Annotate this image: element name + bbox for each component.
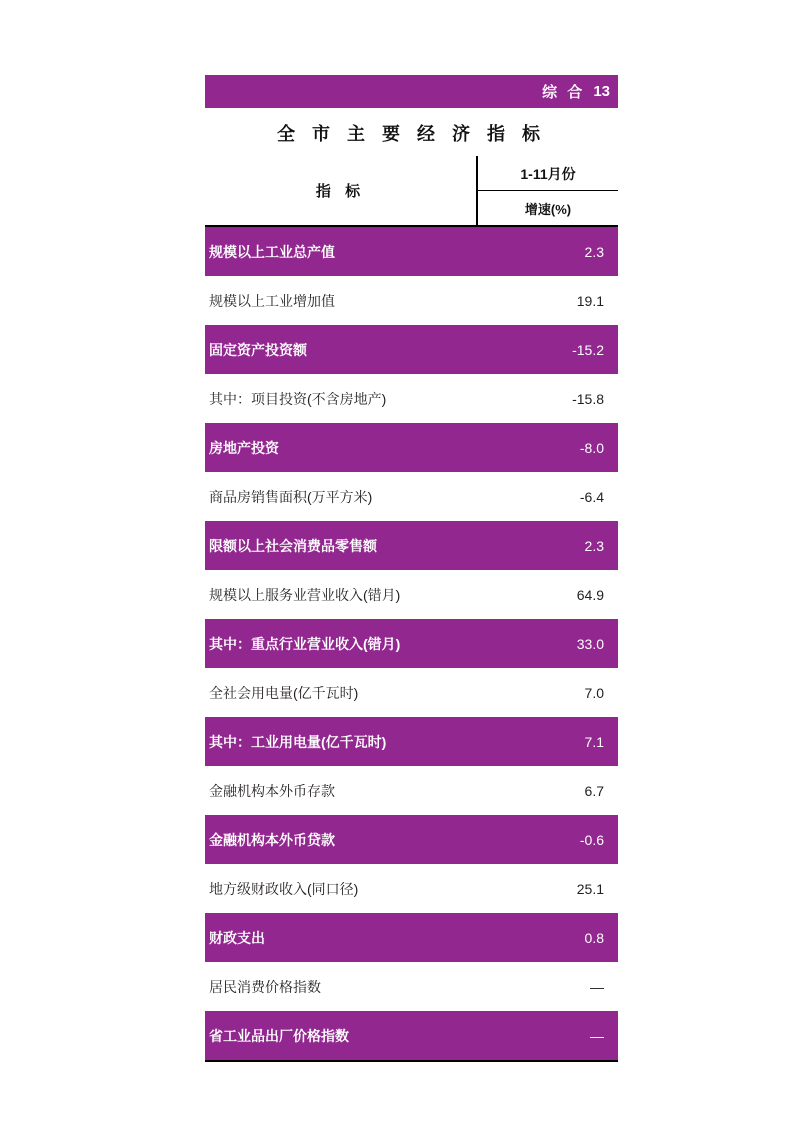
row-growth-value: — [477, 962, 618, 1011]
table-row [205, 423, 618, 472]
table-row [205, 374, 618, 423]
row-indicator-name: 其中：工业用电量(亿千瓦时) [205, 717, 477, 766]
table-row [205, 815, 618, 864]
main-indicators-table [205, 156, 618, 1062]
row-growth-value: 6.7 [477, 766, 618, 815]
row-growth-value: 19.1 [477, 276, 618, 325]
row-growth-value: 0.8 [477, 913, 618, 962]
row-indicator-name: 全社会用电量(亿千瓦时) [205, 668, 477, 717]
row-growth-value: -15.2 [477, 325, 618, 374]
row-growth-value: 33.0 [477, 619, 618, 668]
table-body [205, 226, 618, 1061]
row-growth-value: -8.0 [477, 423, 618, 472]
table-head [205, 156, 618, 226]
column-header-period: 1-11月份 [477, 156, 618, 191]
table-header-row [205, 156, 618, 191]
row-indicator-name: 金融机构本外币存款 [205, 766, 477, 815]
row-growth-value: 7.1 [477, 717, 618, 766]
table-row [205, 619, 618, 668]
row-indicator-name: 商品房销售面积(万平方米) [205, 472, 477, 521]
row-indicator-name: 其中：项目投资(不含房地产) [205, 374, 477, 423]
row-growth-value: 64.9 [477, 570, 618, 619]
table-row [205, 668, 618, 717]
column-header-growth-rate: 增速(%) [477, 191, 618, 227]
row-indicator-name: 地方级财政收入(同口径) [205, 864, 477, 913]
row-indicator-name: 财政支出 [205, 913, 477, 962]
row-growth-value: — [477, 1011, 618, 1061]
table-row [205, 717, 618, 766]
row-growth-value: -0.6 [477, 815, 618, 864]
table-row [205, 766, 618, 815]
document-body [205, 75, 618, 1062]
table-row [205, 864, 618, 913]
row-growth-value: 2.3 [477, 226, 618, 276]
table-row [205, 325, 618, 374]
row-growth-value: -15.8 [477, 374, 618, 423]
table-row [205, 962, 618, 1011]
row-growth-value: 2.3 [477, 521, 618, 570]
table-row [205, 276, 618, 325]
table-row [205, 521, 618, 570]
row-indicator-name: 金融机构本外币贷款 [205, 815, 477, 864]
row-growth-value: -6.4 [477, 472, 618, 521]
header-section-label: 综 合 [542, 84, 586, 101]
table-row [205, 570, 618, 619]
row-indicator-name: 其中：重点行业营业收入(错月) [205, 619, 477, 668]
header-page-number: 13 [593, 83, 610, 100]
page-header-bar [205, 75, 618, 108]
row-indicator-name: 省工业品出厂价格指数 [205, 1011, 477, 1061]
page-title: 全 市 主 要 经 济 指 标 [276, 124, 546, 144]
table-row [205, 913, 618, 962]
column-header-metric: 指 标 [205, 156, 477, 226]
row-indicator-name: 房地产投资 [205, 423, 477, 472]
table-row [205, 1011, 618, 1061]
row-indicator-name: 限额以上社会消费品零售额 [205, 521, 477, 570]
row-indicator-name: 规模以上工业增加值 [205, 276, 477, 325]
row-indicator-name: 规模以上服务业营业收入(错月) [205, 570, 477, 619]
row-growth-value: 25.1 [477, 864, 618, 913]
table-row [205, 226, 618, 276]
row-indicator-name: 规模以上工业总产值 [205, 226, 477, 276]
row-indicator-name: 居民消费价格指数 [205, 962, 477, 1011]
table-row [205, 472, 618, 521]
row-indicator-name: 固定资产投资额 [205, 325, 477, 374]
row-growth-value: 7.0 [477, 668, 618, 717]
